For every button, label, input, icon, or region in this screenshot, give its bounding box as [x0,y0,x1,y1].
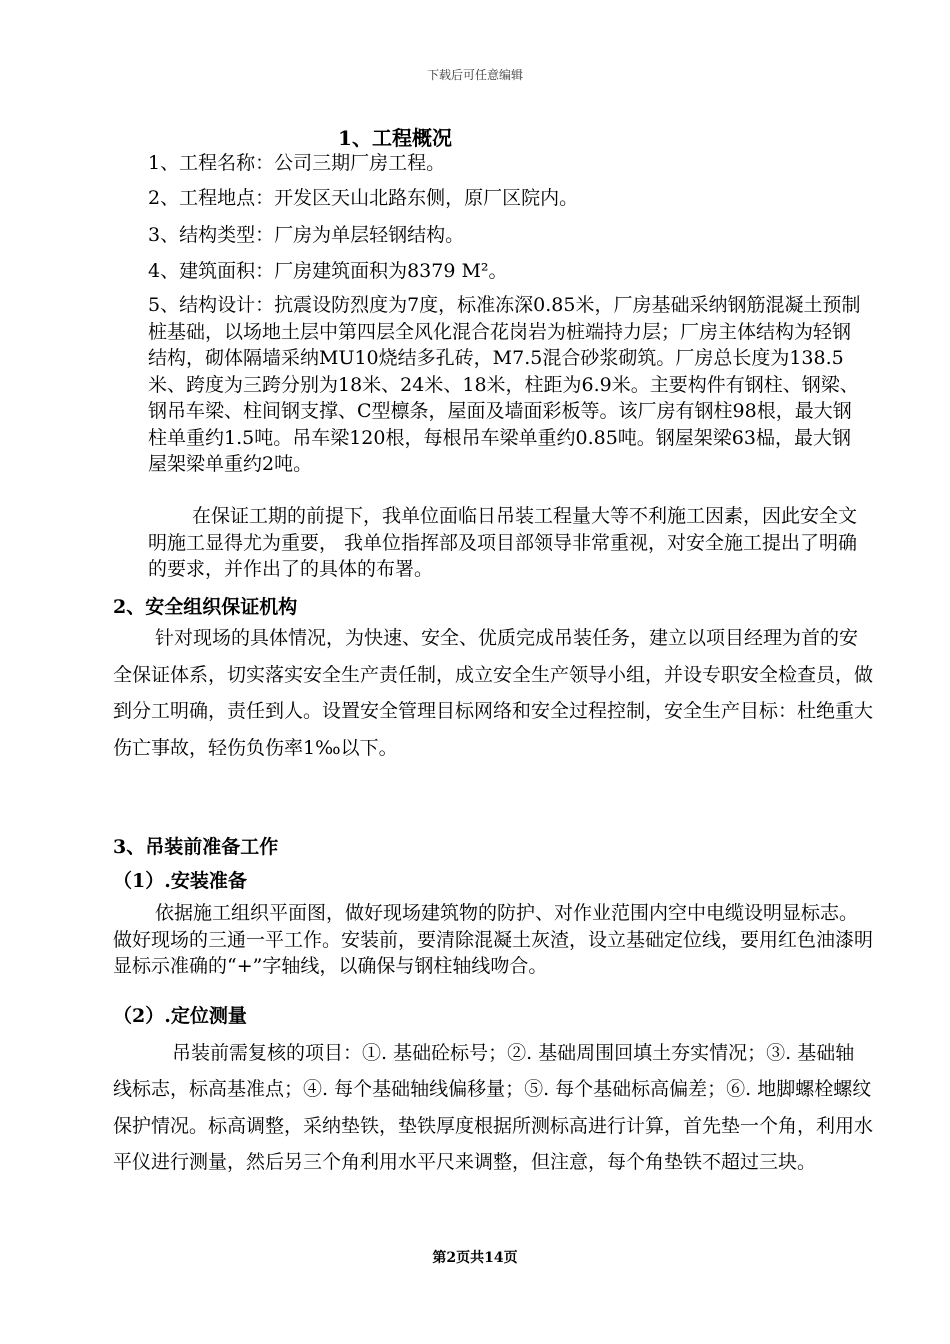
project-name-line: 1、工程名称：公司三期厂房工程。 [148,152,446,174]
positioning-survey-title: （2）.定位测量 [113,1005,247,1027]
structure-type-line: 3、结构类型：厂房为单层轻钢结构。 [148,224,465,246]
safety-organization-paragraph: 针对现场的具体情况，为快速、安全、优质完成吊装任务，建立以项目经理为首的安全保证体系，切实落实安全生产责任制，成立安全生产领导小组，并设专职安全检查员，做到分工明确，责任到人。设置安全管理目标网络和安全过程控制，安全生产目标：杜绝重大伤亡事故，轻伤负伤率1‰以下。 [113,627,874,759]
installation-prep-paragraph: 依据施工组织平面图，做好现场建筑物的防护、对作业范围内空中电缆设明显标志。做好现场的三通一平工作。安装前，要清除混凝土灰渣，设立基础定位线，要用红色油漆明显标示准确的“+”字轴线，以确保与钢柱轴线吻合。 [113,902,874,977]
positioning-survey-paragraph: 吊装前需复核的项目：①. 基础砼标号；②. 基础周围回填土夯实情况；③. 基础轴线标志，标高基准点；④. 每个基础轴线偏移量；⑤. 每个基础标高偏差；⑥. 地脚螺栓螺纹保护情况。标高调整，采纳垫铁，垫铁厚度根据所测标高进行计算，首先垫一个角，利用水平仪进行测量，然后另三个角利用水平尺来调整，但注意，每个角垫铁不超过三块。 [113,1042,874,1173]
section-3-title: 3、吊装前准备工作 [113,836,279,858]
section-1-title: 1、工程概况 [338,126,452,150]
structural-design-paragraph: 5、结构设计：抗震设防烈度为7度，标准冻深0.85米，厂房基础采纳钢筋混凝土预制桩基础，以场地土层中第四层全风化混合花岗岩为桩端持力层；厂房主体结构为轻钢结构，砌体隔墙采纳MU10烧结多孔砖，M7.5混合砂浆砌筑。厂房总长度为138.5米、跨度为三跨分别为18米、24米、18米，柱距为6.9米。主要构件有钢柱、钢梁、钢吊车梁、柱间钢支撑、C型檩条，屋面及墙面彩板等。该厂房有钢柱98根，最大钢柱单重约1.5吨。吊车梁120根，每根吊车梁单重约0.85吨。钢屋架梁63榀，最大钢屋架梁单重约2吨。 [148,294,861,475]
building-area-line: 4、建筑面积：厂房建筑面积为8379 M²。 [148,260,508,282]
section-2-title: 2、安全组织保证机构 [113,596,298,618]
project-location-line: 2、工程地点：开发区天山北路东侧，原厂区院内。 [148,187,579,209]
page-number: 第2页共14页 [432,1250,518,1266]
page-header-note: 下载后可任意编辑 [426,68,523,82]
installation-prep-title: （1）.安装准备 [113,870,247,892]
safety-importance-paragraph: 在保证工期的前提下，我单位面临日吊装工程量大等不利施工因素，因此安全文明施工显得尤为重要， 我单位指挥部及项目部领导非常重视，对安全施工提出了明确的要求，并作出了的具体的布署。 [148,505,858,580]
